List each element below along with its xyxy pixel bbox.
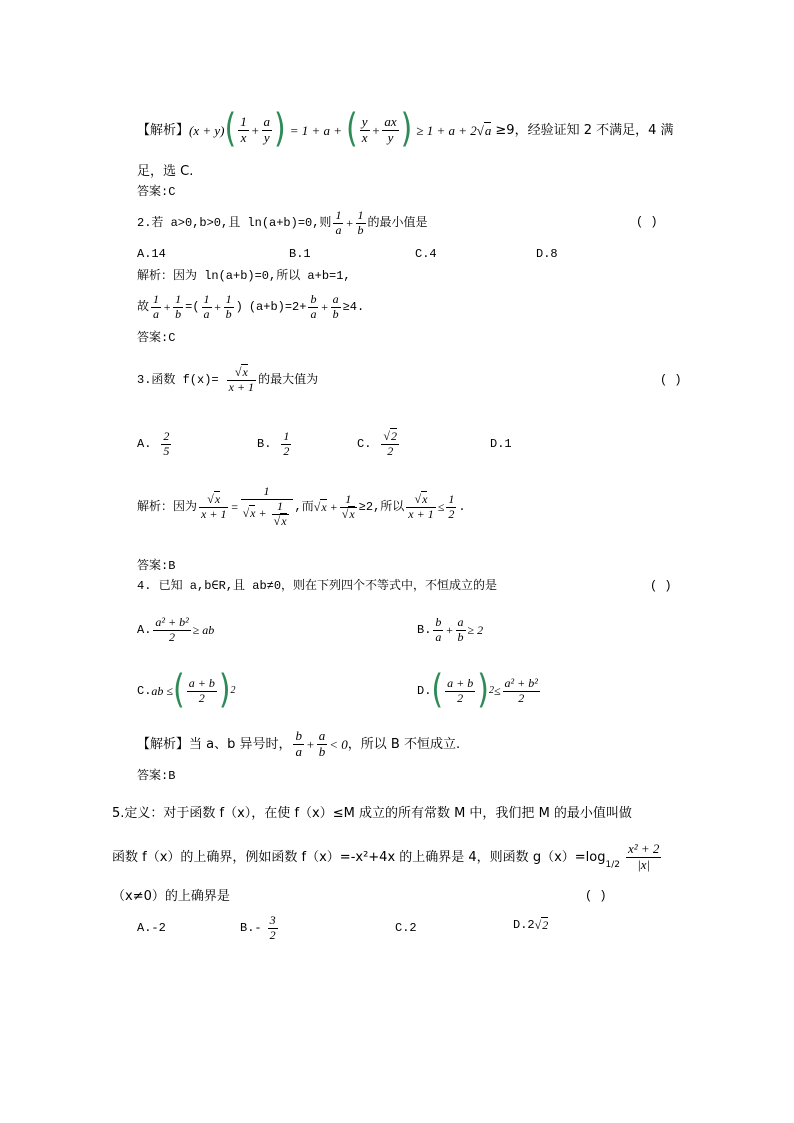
- q2-sol-mid: (a+b)=2+: [248, 300, 307, 314]
- q2-option-a: A.14: [137, 247, 166, 261]
- q5-line1: 5.定义：对于函数 f（x），在使 f（x）≤M 成立的所有常数 M 中，我们把 M 的最小值叫做: [112, 806, 632, 821]
- fraction-1-over-x: $\frac{1}{x}$: [240, 113, 247, 145]
- q3-stem: [137, 360, 318, 400]
- q5-paren: ( ): [585, 889, 607, 903]
- q2-sol-prefix: 故: [137, 300, 150, 314]
- q2-stem-text: 2.若 a>0,b>0,且 ln(a+b)=0,则: [137, 216, 332, 230]
- q3-stem-tail: 的最大值为: [258, 373, 319, 387]
- q2-option-b: B.1: [289, 247, 311, 261]
- q3-option-a-label: A.: [137, 437, 152, 451]
- q3-stem-text: 3.函数 f(x)=: [137, 373, 219, 387]
- q2-stem-tail: 的最小值是: [367, 216, 428, 230]
- q2-option-d: D.8: [536, 247, 558, 261]
- q5-option-b: B.- $\frac{3}{2}$: [240, 912, 276, 942]
- q4-paren: ( ): [650, 579, 672, 593]
- q5-line2: 函数 f（x）的上确界，例如函数 f（x）=-x²+4x 的上确界是 4，则函数 g（x）=log $_{1/2}$ $\frac{\text{x² + 2}}{|x|}$: [112, 840, 660, 872]
- answer-3: 答案:B: [137, 559, 176, 573]
- q4-solution: 【解析】当 a、b 异号时， $\frac{b}{a}$ + $\frac{a}{b}$ < 0 ，所以 B 不恒成立.: [137, 727, 461, 759]
- fraction-y-over-x: $\frac{y}{x}$: [361, 113, 368, 145]
- q5-option-d-label: D.2: [513, 918, 535, 932]
- q3-option-d: D.1: [490, 437, 512, 451]
- q3-sol-prefix: 解析：因为: [137, 500, 198, 514]
- q5-line2-text: 函数 f（x）的上确界，例如函数 f（x）=-x²+4x 的上确界是 4，则函数 g（x）=log: [112, 849, 606, 865]
- fraction-sqrtx-over-x1: $\frac{√x}{x + 1}$: [228, 364, 255, 394]
- q5-option-d: D.2 √2: [513, 918, 549, 932]
- paren-right: ): [274, 106, 286, 153]
- q4-option-b: B. $\frac{b}{a}$ + $\frac{a}{b}$ ≥ 2: [417, 614, 484, 644]
- fraction-1-over-b: $\frac{1}{b}$: [357, 207, 364, 237]
- q3-paren: ( ): [660, 373, 682, 387]
- fraction-a-over-y: $\frac{a}{y}$: [263, 113, 270, 145]
- q3-option-b: B. $\frac{1}{2}$: [257, 428, 290, 458]
- q2-solution-line1: 解析：因为 ln(a+b)=0,所以 a+b=1,: [137, 269, 351, 283]
- q4-option-c-label: C.: [137, 684, 152, 698]
- q4-sol-tail: ，所以 B 不恒成立.: [347, 736, 461, 752]
- q3-option-a: A. $\frac{2}{5}$: [137, 428, 170, 458]
- q4-stem: 4. 已知 a,b∈R,且 ab≠0，则在下列四个不等式中，不恒成立的是: [137, 579, 498, 593]
- q2-solution-line2: 故 $\frac{1}{a}$ + $\frac{1}{b}$ =( $\frac{1}{a}$ + $\frac{1}{b}$ ) (a+b)=2+ $\frac{b}{a}$ + $\frac{a}{b}$ ≥4.: [137, 291, 365, 321]
- answer-4: 答案:B: [137, 769, 176, 783]
- q2-stem: 2.若 a>0,b>0,且 ln(a+b)=0,则 $\frac{1}{a}$ + $\frac{1}{b}$ 的最小值是: [137, 207, 428, 237]
- q2-option-c: C.4: [415, 247, 437, 261]
- q5-line3: （x≠0）的上确界是: [112, 889, 230, 904]
- answer-2: 答案:C: [137, 331, 176, 345]
- q3-sol-mid2: ≥2,所以: [358, 500, 405, 514]
- solution1-line: 【解析】 (x + y) ( $\frac{1}{x}$ + $\frac{a}{y}$ ) = 1 + a + ( $\frac{y}{x}$ + $\frac{ax}{y}$ ) ≥ 1 + a + 2√a ≥9，经验证知 2 不满足，4 满: [137, 106, 674, 153]
- q3-option-b-label: B.: [257, 437, 272, 451]
- answer-1: 答案:C: [137, 185, 176, 199]
- q3-option-c: C. $\frac{√2}{2}$: [357, 428, 397, 458]
- q3-option-c-label: C.: [357, 437, 372, 451]
- paren-left: (: [224, 106, 237, 153]
- q4-option-b-label: B.: [417, 623, 432, 637]
- q4-option-a-label: A.: [137, 623, 152, 637]
- fraction-ax-over-y: $\frac{ax}{y}$: [384, 113, 397, 145]
- q5-option-a: A.-2: [137, 921, 166, 935]
- q2-sol-tail: ≥4.: [342, 300, 365, 314]
- solution1-cont: 足，选 C.: [137, 164, 194, 179]
- fraction-x2plus2-over-absx: $\frac{\text{x² + 2}}{|x|}$: [627, 840, 660, 872]
- q3-solution: 解析：因为 $\frac{√x}{x + 1}$ = 1 √x + $\frac{1}{√x}$ ,而 √x + $\frac{1}{√x}$ ≥2,所以 $\frac{√x}{x + 1}$ ≤ $\frac{1}{2}$ .: [137, 484, 466, 528]
- q5-option-b-label: B.-: [240, 921, 262, 935]
- formula-x-plus-y: (x + y): [189, 122, 225, 138]
- solution-label: 【解析】: [137, 122, 190, 138]
- solution1-conclusion: ≥9，经验证知 2 不满足，4 满: [495, 122, 674, 138]
- q4-option-d: D. ( $\frac{a + b}{2}$ ) 2 ≤ $\frac{\text{a² + b²}}{2}$: [417, 667, 538, 714]
- fraction-1-over-a: $\frac{1}{a}$: [335, 207, 342, 237]
- q4-option-d-label: D.: [417, 684, 432, 698]
- q5-option-c: C.2: [395, 921, 417, 935]
- q4-option-c: C. ab ≤ ( $\frac{a + b}{2}$ ) 2: [137, 667, 236, 714]
- q4-sol-label: 【解析】当 a、b 异号时，: [137, 736, 292, 752]
- q4-option-a: A. $\frac{\text{a² + b²}}{2}$ ≥ ab: [137, 614, 215, 644]
- q2-paren: ( ): [636, 215, 658, 229]
- q3-sol-mid: ,而: [294, 500, 314, 514]
